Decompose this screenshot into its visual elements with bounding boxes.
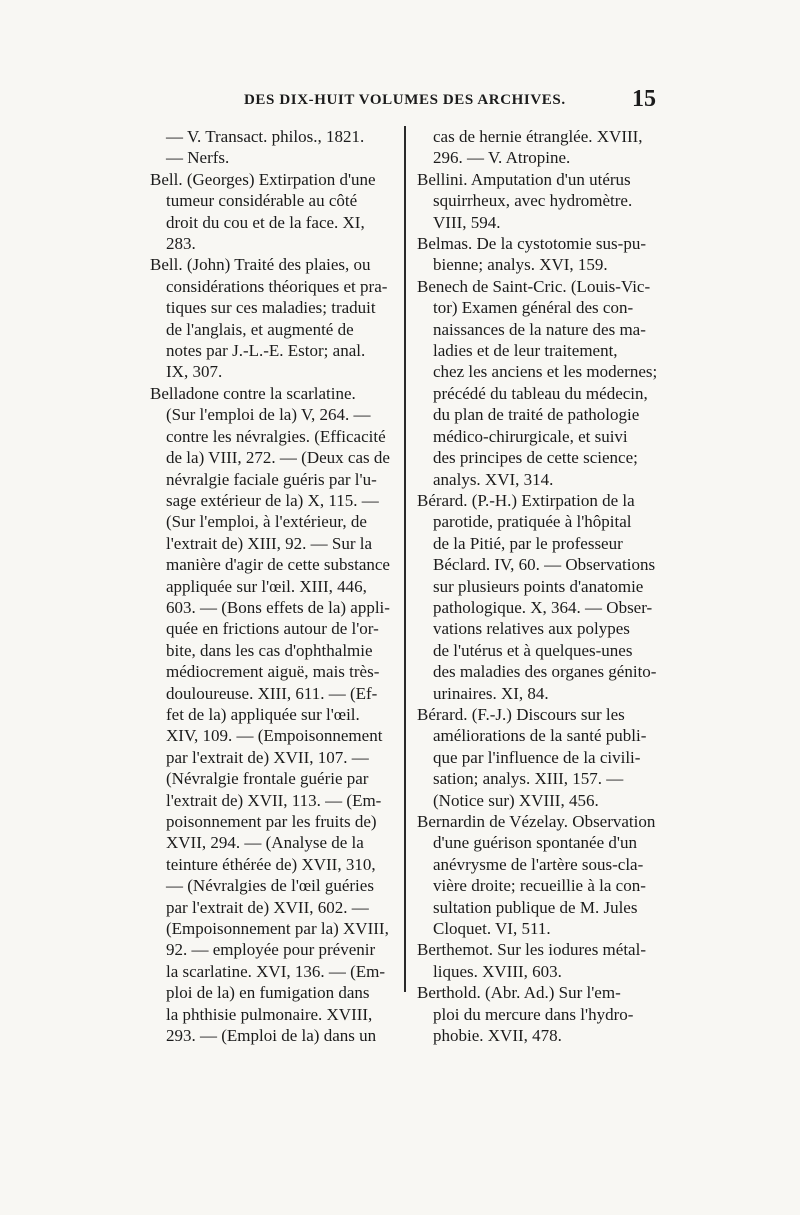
index-line: 296. — V. Atropine. — [433, 148, 571, 168]
index-line: l'extrait de) XVII, 113. — (Em- — [166, 790, 382, 810]
running-header — [148, 86, 658, 122]
index-line: tumeur considérable au côté — [166, 191, 358, 211]
index-line: Bérard. (P.-H.) Extirpation de la — [417, 490, 635, 510]
index-line: Bell. (John) Traité des plaies, ou — [150, 255, 371, 275]
index-line: vations relatives aux polypes — [433, 619, 630, 639]
index-line: parotide, pratiquée à l'hôpital — [433, 512, 632, 532]
index-line: névralgie faciale guéris par l'u- — [166, 469, 377, 489]
index-line: sage extérieur de la) X, 115. — — [166, 490, 379, 510]
index-line: ladies et de leur traitement, — [433, 341, 618, 361]
index-line: Bérard. (F.-J.) Discours sur les — [417, 704, 625, 724]
index-line: des principes de cette science; — [433, 448, 638, 468]
header-title: DES DIX-HUIT VOLUMES DES ARCHIVES. — [244, 92, 566, 108]
index-line: Bellini. Amputation d'un utérus — [417, 169, 631, 189]
index-line: l'extrait de) XIII, 92. — Sur la — [166, 533, 373, 553]
index-line: anévrysme de l'artère sous-cla- — [433, 854, 644, 874]
index-line: la scarlatine. XVI, 136. — (Em- — [166, 961, 386, 981]
index-line: vière droite; recueillie à la con- — [433, 876, 646, 896]
index-line: que par l'influence de la civili- — [433, 747, 641, 767]
index-line: chez les anciens et les modernes; — [433, 362, 658, 382]
index-line: tiques sur ces maladies; traduit — [166, 298, 376, 318]
page-number: 15 — [632, 86, 656, 112]
index-line: Béclard. IV, 60. — Observations — [433, 555, 656, 575]
index-line: du plan de traité de pathologie — [433, 405, 640, 425]
index-line: — (Névralgies de l'œil guéries — [166, 876, 374, 896]
index-line: naissances de la nature des ma- — [433, 319, 646, 339]
index-line: IX, 307. — [166, 362, 223, 382]
index-line: notes par J.-L.-E. Estor; anal. — [166, 341, 366, 361]
index-line: sultation publique de M. Jules — [433, 897, 638, 917]
index-line: Berthold. (Abr. Ad.) Sur l'em- — [417, 983, 621, 1003]
index-line: de l'anglais, et augmenté de — [166, 319, 354, 339]
left-column — [150, 126, 402, 1046]
index-line: Belladone contre la scarlatine. — [150, 383, 356, 403]
index-line: la phthisie pulmonaire. XVIII, — [166, 1004, 373, 1024]
index-line: poisonnement par les fruits de) — [166, 812, 377, 831]
index-line: de la) VIII, 272. — (Deux cas de — [166, 448, 390, 468]
index-line: (Sur l'emploi de la) V, 264. — — [166, 405, 371, 425]
index-line: (Notice sur) XVIII, 456. — [433, 790, 599, 810]
index-line: VIII, 594. — [433, 212, 501, 232]
index-line: Bell. (Georges) Extirpation d'une — [150, 169, 376, 189]
index-line: (Sur l'emploi, à l'extérieur, de — [166, 512, 367, 532]
index-line: douloureuse. XIII, 611. — (Ef- — [166, 683, 378, 703]
index-line: quée en frictions autour de l'or- — [166, 619, 379, 639]
index-line: liques. XVIII, 603. — [433, 961, 562, 981]
index-line: contre les névralgies. (Efficacité — [166, 426, 386, 446]
index-line: pathologique. X, 364. — Obser- — [433, 597, 653, 617]
index-line: Bernardin de Vézelay. Observation — [417, 812, 656, 831]
index-line: Benech de Saint-Cric. (Louis-Vic- — [417, 276, 651, 296]
index-line: XVII, 294. — (Analyse de la — [166, 833, 364, 853]
index-line: analys. XVI, 314. — [433, 469, 554, 489]
index-line: améliorations de la santé publi- — [433, 726, 647, 746]
index-line: droit du cou et de la face. XI, — [166, 212, 365, 232]
index-line: considérations théoriques et pra- — [166, 276, 388, 296]
column-divider — [404, 126, 406, 992]
index-line: manière d'agir de cette substance — [166, 555, 390, 575]
index-line: de la Pitié, par le professeur — [433, 533, 623, 553]
index-line: 92. — employée pour prévenir — [166, 940, 376, 960]
index-line: Berthemot. Sur les iodures métal- — [417, 940, 646, 960]
index-line: de l'utérus et à quelques-unes — [433, 640, 633, 660]
index-line: bienne; analys. XVI, 159. — [433, 255, 608, 275]
right-column — [417, 126, 658, 1046]
index-line: sation; analys. XIII, 157. — — [433, 769, 624, 789]
index-line: (Empoisonnement par la) XVIII, — [166, 919, 389, 939]
index-line: médiocrement aiguë, mais très- — [166, 662, 380, 682]
index-line: cas de hernie étranglée. XVIII, — [433, 127, 643, 146]
index-line: teinture éthérée de) XVII, 310, — [166, 854, 376, 874]
index-line: (Névralgie frontale guérie par — [166, 769, 369, 789]
index-line: par l'extrait de) XVII, 107. — — [166, 747, 369, 767]
index-line: — Nerfs. — [166, 148, 230, 168]
index-line: 283. — [166, 234, 196, 254]
index-line: urinaires. XI, 84. — [433, 683, 549, 703]
index-line: bite, dans les cas d'ophthalmie — [166, 640, 373, 660]
index-line: Cloquet. VI, 511. — [433, 919, 551, 939]
index-line: sur plusieurs points d'anatomie — [433, 576, 644, 596]
index-line: — V. Transact. philos., 1821. — [166, 127, 365, 146]
index-line: tor) Examen général des con- — [433, 298, 634, 318]
index-line: médico-chirurgicale, et suivi — [433, 426, 628, 446]
index-line: XIV, 109. — (Empoisonnement — [166, 726, 383, 746]
index-line: fet de la) appliquée sur l'œil. — [166, 704, 360, 724]
index-line: des maladies des organes génito- — [433, 662, 657, 682]
index-line: Belmas. De la cystotomie sus-pu- — [417, 234, 646, 254]
index-line: 293. — (Emploi de la) dans un — [166, 1026, 377, 1046]
index-line: phobie. XVII, 478. — [433, 1026, 562, 1046]
index-line: squirrheux, avec hydromètre. — [433, 191, 633, 211]
index-line: d'une guérison spontanée d'un — [433, 833, 637, 853]
index-line: ploi de la) en fumigation dans — [166, 983, 370, 1003]
index-line: 603. — (Bons effets de la) appli- — [166, 597, 390, 617]
index-line: ploi du mercure dans l'hydro- — [433, 1004, 634, 1024]
index-line: précédé du tableau du médecin, — [433, 383, 648, 403]
index-line: appliquée sur l'œil. XIII, 446, — [166, 576, 367, 596]
index-line: par l'extrait de) XVII, 602. — — [166, 897, 369, 917]
